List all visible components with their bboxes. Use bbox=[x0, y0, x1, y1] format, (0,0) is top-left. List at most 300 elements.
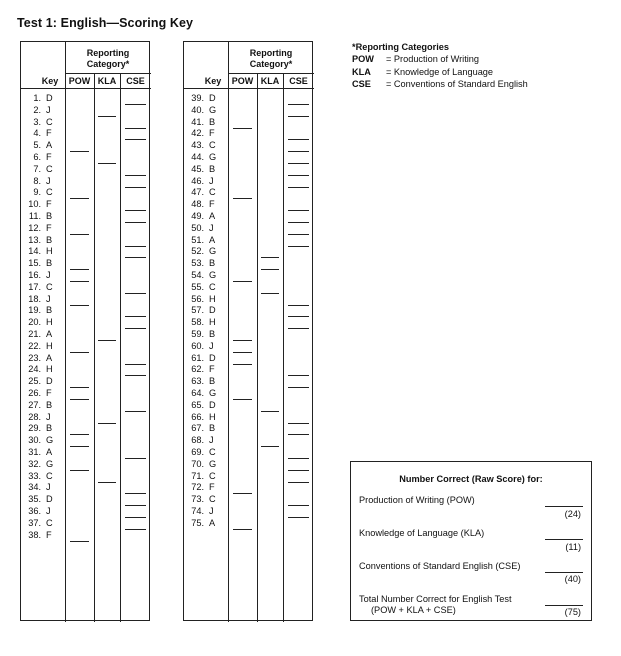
answer-blank-kla[interactable] bbox=[98, 329, 116, 341]
question-number: 57. bbox=[191, 305, 204, 316]
answer-row bbox=[184, 282, 314, 294]
answer-row bbox=[21, 530, 151, 542]
answer-blank-cse[interactable] bbox=[288, 128, 309, 140]
question-number: 17. bbox=[28, 281, 41, 292]
answer-blank-cse[interactable] bbox=[288, 423, 309, 435]
question-number: 63. bbox=[191, 376, 204, 387]
answer-row bbox=[184, 223, 314, 235]
answer-blank-cse[interactable] bbox=[288, 223, 309, 235]
answer-key: J bbox=[46, 482, 51, 493]
answer-blank-cse[interactable] bbox=[288, 471, 309, 483]
answer-key: J bbox=[209, 506, 214, 516]
answer-row bbox=[21, 270, 151, 282]
answer-row bbox=[184, 471, 314, 483]
answer-blank-cse[interactable] bbox=[288, 164, 309, 176]
answer-key: C bbox=[46, 116, 53, 127]
answer-key: B bbox=[209, 423, 216, 434]
question-number: 51. bbox=[191, 234, 204, 245]
answer-blank-cse[interactable] bbox=[288, 447, 309, 459]
answer-row bbox=[21, 128, 151, 140]
answer-row bbox=[184, 423, 314, 435]
answer-row bbox=[184, 140, 314, 152]
answer-blank-cse[interactable] bbox=[125, 305, 146, 317]
answer-blank-pow[interactable] bbox=[233, 117, 252, 129]
answer-key: D bbox=[46, 494, 53, 505]
answer-row bbox=[184, 176, 314, 188]
category-label: Category* bbox=[249, 59, 293, 69]
raw-score-box bbox=[350, 461, 592, 621]
answer-blank-pow[interactable] bbox=[70, 459, 89, 471]
answer-key: D bbox=[209, 93, 216, 103]
score-blank-cse[interactable] bbox=[545, 558, 583, 573]
question-number: 1. bbox=[33, 93, 41, 103]
reporting-label: Reporting bbox=[86, 48, 130, 58]
answer-key: F bbox=[209, 364, 215, 375]
answer-key: B bbox=[46, 234, 53, 245]
question-number: 66. bbox=[191, 411, 204, 422]
answer-key: H bbox=[209, 411, 216, 422]
question-number: 31. bbox=[28, 447, 41, 457]
answer-blank-pow[interactable] bbox=[233, 482, 252, 494]
answer-blank-pow[interactable] bbox=[233, 353, 252, 365]
answer-blank-pow[interactable] bbox=[70, 294, 89, 306]
answer-key: J bbox=[46, 175, 51, 186]
answer-row bbox=[21, 223, 151, 235]
question-number: 25. bbox=[28, 376, 41, 387]
answer-row bbox=[21, 294, 151, 306]
answer-key: F bbox=[46, 199, 52, 210]
question-number: 35. bbox=[28, 494, 41, 505]
answer-blank-cse[interactable] bbox=[125, 400, 146, 412]
score-label-pow: Production of Writing (POW) bbox=[359, 495, 475, 505]
question-number: 62. bbox=[191, 364, 204, 375]
answer-blank-pow[interactable] bbox=[70, 258, 89, 270]
answer-blank-cse[interactable] bbox=[288, 459, 309, 471]
answer-blank-cse[interactable] bbox=[288, 199, 309, 211]
answer-row bbox=[184, 105, 314, 117]
answer-key: F bbox=[209, 482, 215, 493]
answer-blank-pow[interactable] bbox=[70, 388, 89, 400]
answer-key: C bbox=[209, 187, 216, 198]
answer-key: F bbox=[46, 152, 52, 162]
reporting-category-header bbox=[65, 48, 151, 70]
answer-blank-cse[interactable] bbox=[125, 93, 146, 105]
answer-blank-cse[interactable] bbox=[125, 353, 146, 365]
score-blank-total[interactable] bbox=[545, 591, 583, 606]
answer-blank-cse[interactable] bbox=[125, 164, 146, 176]
answer-row bbox=[21, 93, 151, 105]
question-number: 7. bbox=[33, 163, 41, 174]
pow-column-header: POW bbox=[68, 76, 91, 86]
score-total-cse: (40) bbox=[564, 574, 581, 584]
answer-key: C bbox=[209, 281, 216, 292]
answer-row bbox=[21, 423, 151, 435]
score-blank-kla[interactable] bbox=[545, 525, 583, 540]
pow-column-header: POW bbox=[231, 76, 254, 86]
answer-blank-cse[interactable] bbox=[125, 364, 146, 376]
answer-row bbox=[184, 199, 314, 211]
answer-key-table-2 bbox=[183, 41, 313, 621]
answer-blank-kla[interactable] bbox=[261, 400, 279, 412]
answer-blank-cse[interactable] bbox=[125, 494, 146, 506]
question-number: 39. bbox=[191, 93, 204, 103]
answer-row bbox=[21, 258, 151, 270]
answer-key: G bbox=[209, 104, 217, 115]
answer-row bbox=[184, 329, 314, 341]
answer-key: F bbox=[209, 128, 215, 139]
kla-column-header: KLA bbox=[260, 76, 280, 86]
question-number: 56. bbox=[191, 293, 204, 304]
answer-row bbox=[184, 518, 314, 530]
score-label-total-formula: (POW + KLA + CSE) bbox=[371, 605, 456, 615]
answer-blank-kla[interactable] bbox=[261, 282, 279, 294]
cse-column-header: CSE bbox=[126, 76, 145, 86]
answer-key: H bbox=[46, 340, 53, 351]
answer-key: B bbox=[46, 399, 53, 410]
question-number: 68. bbox=[191, 435, 204, 446]
answer-row bbox=[21, 353, 151, 365]
answer-key: H bbox=[46, 246, 53, 257]
question-number: 19. bbox=[28, 305, 41, 316]
answer-row bbox=[184, 305, 314, 317]
answer-key: C bbox=[46, 187, 53, 198]
answer-key: H bbox=[46, 317, 53, 328]
answer-blank-cse[interactable] bbox=[288, 364, 309, 376]
answer-blank-pow[interactable] bbox=[70, 223, 89, 235]
answer-key: D bbox=[209, 352, 216, 363]
answer-row bbox=[184, 353, 314, 365]
answer-row bbox=[21, 400, 151, 412]
answer-key: B bbox=[209, 376, 216, 387]
answer-row bbox=[184, 187, 314, 199]
answer-blank-cse[interactable] bbox=[288, 412, 309, 424]
answer-row bbox=[184, 376, 314, 388]
answer-row bbox=[21, 211, 151, 223]
question-number: 72. bbox=[191, 482, 204, 493]
answer-key: F bbox=[46, 128, 52, 139]
question-number: 20. bbox=[28, 317, 41, 328]
question-number: 46. bbox=[191, 175, 204, 186]
answer-blank-cse[interactable] bbox=[288, 176, 309, 188]
answer-key: B bbox=[209, 329, 216, 339]
answer-key: B bbox=[209, 258, 216, 269]
answer-row bbox=[21, 376, 151, 388]
answer-blank-pow[interactable] bbox=[70, 435, 89, 447]
question-number: 14. bbox=[28, 246, 41, 257]
answer-row bbox=[21, 471, 151, 483]
answer-key: A bbox=[209, 234, 216, 245]
answer-blank-kla[interactable] bbox=[261, 435, 279, 447]
answer-blank-pow[interactable] bbox=[70, 140, 89, 152]
question-number: 70. bbox=[191, 458, 204, 469]
answer-key: J bbox=[209, 435, 214, 446]
answer-row bbox=[184, 152, 314, 164]
answer-key: G bbox=[209, 270, 217, 280]
answer-key: A bbox=[209, 517, 216, 528]
answer-blank-cse[interactable] bbox=[125, 199, 146, 211]
answer-key: D bbox=[46, 93, 53, 103]
legend-title: *Reporting Categories bbox=[352, 42, 449, 52]
answer-blank-cse[interactable] bbox=[288, 105, 309, 117]
answer-key: A bbox=[209, 211, 216, 221]
answer-key: G bbox=[46, 435, 54, 446]
category-label: Category* bbox=[86, 59, 130, 69]
answer-row bbox=[21, 305, 151, 317]
answer-key: A bbox=[46, 329, 53, 339]
question-number: 61. bbox=[191, 352, 204, 363]
question-number: 60. bbox=[191, 340, 204, 351]
answer-blank-pow[interactable] bbox=[70, 187, 89, 199]
answer-row bbox=[21, 140, 151, 152]
question-number: 38. bbox=[28, 529, 41, 540]
answer-row bbox=[184, 447, 314, 459]
question-number: 21. bbox=[28, 329, 41, 339]
question-number: 47. bbox=[191, 187, 204, 198]
answer-key: A bbox=[46, 140, 53, 151]
answer-blank-cse[interactable] bbox=[125, 447, 146, 459]
answer-blank-cse[interactable] bbox=[125, 317, 146, 329]
answer-row bbox=[184, 435, 314, 447]
answer-row bbox=[184, 459, 314, 471]
answer-key: C bbox=[209, 494, 216, 505]
answer-row bbox=[184, 482, 314, 494]
answer-blank-cse[interactable] bbox=[125, 128, 146, 140]
answer-blank-cse[interactable] bbox=[288, 317, 309, 329]
question-number: 75. bbox=[191, 517, 204, 528]
answer-blank-cse[interactable] bbox=[288, 93, 309, 105]
answer-row bbox=[21, 176, 151, 188]
answer-key: C bbox=[46, 470, 53, 481]
answer-blank-cse[interactable] bbox=[125, 235, 146, 247]
question-number: 18. bbox=[28, 293, 41, 304]
reporting-categories-legend bbox=[352, 41, 528, 91]
answer-row bbox=[21, 341, 151, 353]
question-number: 41. bbox=[191, 116, 204, 127]
answer-key: G bbox=[209, 458, 217, 469]
answer-key: D bbox=[209, 399, 216, 410]
question-number: 73. bbox=[191, 494, 204, 505]
answer-key: J bbox=[46, 506, 51, 516]
answer-key: A bbox=[46, 352, 53, 363]
question-number: 54. bbox=[191, 270, 204, 280]
score-total-pow: (24) bbox=[564, 509, 581, 519]
answer-blank-kla[interactable] bbox=[98, 152, 116, 164]
question-number: 44. bbox=[191, 152, 204, 162]
question-number: 34. bbox=[28, 482, 41, 493]
answer-blank-pow[interactable] bbox=[70, 341, 89, 353]
question-number: 43. bbox=[191, 140, 204, 151]
question-number: 65. bbox=[191, 399, 204, 410]
answer-blank-cse[interactable] bbox=[125, 176, 146, 188]
question-number: 50. bbox=[191, 222, 204, 233]
answer-blank-kla[interactable] bbox=[261, 258, 279, 270]
answer-row bbox=[184, 294, 314, 306]
question-number: 48. bbox=[191, 199, 204, 210]
score-label-total: Total Number Correct for English Test bbox=[359, 594, 512, 604]
question-number: 71. bbox=[191, 470, 204, 481]
answer-key: J bbox=[46, 411, 51, 422]
answer-row bbox=[21, 388, 151, 400]
answer-key: C bbox=[209, 447, 216, 457]
answer-row bbox=[21, 199, 151, 211]
answer-row bbox=[21, 412, 151, 424]
answer-row bbox=[21, 494, 151, 506]
answer-blank-kla[interactable] bbox=[98, 412, 116, 424]
answer-row bbox=[21, 117, 151, 129]
answer-blank-kla[interactable] bbox=[98, 105, 116, 117]
question-number: 2. bbox=[33, 104, 41, 115]
answer-key: D bbox=[46, 376, 53, 387]
answer-blank-pow[interactable] bbox=[70, 376, 89, 388]
answer-key: J bbox=[46, 293, 51, 304]
answer-blank-cse[interactable] bbox=[288, 152, 309, 164]
question-number: 16. bbox=[28, 270, 41, 280]
question-number: 67. bbox=[191, 423, 204, 434]
answer-row bbox=[184, 258, 314, 270]
answer-key: C bbox=[209, 140, 216, 151]
question-number: 15. bbox=[28, 258, 41, 269]
answer-key: G bbox=[209, 152, 217, 162]
answer-row bbox=[21, 282, 151, 294]
answer-key: H bbox=[209, 317, 216, 328]
answer-row bbox=[21, 164, 151, 176]
answer-blank-cse[interactable] bbox=[125, 482, 146, 494]
answer-key: J bbox=[46, 104, 51, 115]
answer-row bbox=[184, 400, 314, 412]
answer-blank-pow[interactable] bbox=[70, 270, 89, 282]
answer-blank-pow[interactable] bbox=[233, 270, 252, 282]
score-blank-pow[interactable] bbox=[545, 492, 583, 507]
answer-blank-cse[interactable] bbox=[125, 506, 146, 518]
answer-blank-pow[interactable] bbox=[233, 341, 252, 353]
question-number: 45. bbox=[191, 163, 204, 174]
question-number: 64. bbox=[191, 388, 204, 398]
key-column-header: Key bbox=[204, 76, 222, 86]
score-label-kla: Knowledge of Language (KLA) bbox=[359, 528, 485, 538]
question-number: 5. bbox=[33, 140, 41, 151]
answer-key: J bbox=[209, 175, 214, 186]
question-number: 58. bbox=[191, 317, 204, 328]
question-number: 53. bbox=[191, 258, 204, 269]
answer-key: F bbox=[46, 388, 52, 398]
answer-key: G bbox=[46, 458, 54, 469]
answer-blank-cse[interactable] bbox=[288, 506, 309, 518]
question-number: 32. bbox=[28, 458, 41, 469]
answer-blank-cse[interactable] bbox=[288, 294, 309, 306]
header-bottom-rule bbox=[21, 88, 151, 89]
answer-blank-cse[interactable] bbox=[288, 376, 309, 388]
answer-blank-cse[interactable] bbox=[125, 246, 146, 258]
answer-blank-cse[interactable] bbox=[125, 117, 146, 129]
question-number: 52. bbox=[191, 246, 204, 257]
answer-blank-pow[interactable] bbox=[233, 388, 252, 400]
answer-blank-pow[interactable] bbox=[233, 518, 252, 530]
score-total-kla: (11) bbox=[565, 542, 581, 552]
answer-key: C bbox=[46, 281, 53, 292]
answer-blank-kla[interactable] bbox=[98, 471, 116, 483]
answer-key-table-1 bbox=[20, 41, 150, 621]
question-number: 24. bbox=[28, 364, 41, 375]
answer-key: B bbox=[46, 423, 53, 434]
answer-blank-cse[interactable] bbox=[125, 211, 146, 223]
question-number: 6. bbox=[33, 152, 41, 162]
answer-key: H bbox=[209, 293, 216, 304]
answer-row bbox=[184, 412, 314, 424]
answer-key: F bbox=[209, 199, 215, 210]
answer-row bbox=[21, 447, 151, 459]
answer-row bbox=[21, 482, 151, 494]
answer-row bbox=[21, 187, 151, 199]
question-number: 28. bbox=[28, 411, 41, 422]
answer-blank-cse[interactable] bbox=[288, 305, 309, 317]
answer-key: A bbox=[46, 447, 53, 457]
answer-key: H bbox=[46, 364, 53, 375]
answer-row bbox=[21, 518, 151, 530]
question-number: 3. bbox=[33, 116, 41, 127]
question-number: 4. bbox=[33, 128, 41, 139]
answer-blank-pow[interactable] bbox=[233, 329, 252, 341]
answer-row bbox=[184, 388, 314, 400]
answer-row bbox=[21, 235, 151, 247]
answer-row bbox=[21, 317, 151, 329]
answer-row bbox=[21, 364, 151, 376]
score-box-title: Number Correct (Raw Score) for: bbox=[399, 474, 543, 484]
question-number: 9. bbox=[33, 187, 41, 198]
question-number: 59. bbox=[191, 329, 204, 339]
legend-item-pow: POW = Production of Writing bbox=[352, 54, 480, 65]
answer-row bbox=[184, 270, 314, 282]
answer-row bbox=[184, 211, 314, 223]
answer-key: J bbox=[209, 340, 214, 351]
answer-blank-kla[interactable] bbox=[261, 246, 279, 258]
answer-row bbox=[184, 235, 314, 247]
answer-blank-cse[interactable] bbox=[125, 518, 146, 530]
answer-row bbox=[184, 246, 314, 258]
question-number: 36. bbox=[28, 506, 41, 516]
answer-key: F bbox=[46, 222, 52, 233]
answer-key: B bbox=[209, 163, 216, 174]
question-number: 69. bbox=[191, 447, 204, 457]
answer-blank-pow[interactable] bbox=[70, 530, 89, 542]
question-number: 26. bbox=[28, 388, 41, 398]
answer-blank-cse[interactable] bbox=[288, 140, 309, 152]
answer-blank-cse[interactable] bbox=[288, 211, 309, 223]
score-label-cse: Conventions of Standard English (CSE) bbox=[359, 561, 521, 571]
answer-row bbox=[184, 117, 314, 129]
kla-column-header: KLA bbox=[97, 76, 117, 86]
answer-blank-cse[interactable] bbox=[125, 282, 146, 294]
question-number: 8. bbox=[33, 175, 41, 186]
question-number: 49. bbox=[191, 211, 204, 221]
cse-column-header: CSE bbox=[289, 76, 308, 86]
answer-blank-cse[interactable] bbox=[288, 494, 309, 506]
answer-row bbox=[21, 459, 151, 471]
answer-blank-pow[interactable] bbox=[70, 423, 89, 435]
answer-row bbox=[184, 164, 314, 176]
answer-key: F bbox=[46, 529, 52, 540]
answer-key: C bbox=[46, 163, 53, 174]
answer-row bbox=[184, 128, 314, 140]
answer-blank-pow[interactable] bbox=[233, 187, 252, 199]
answer-key: B bbox=[46, 258, 53, 269]
answer-blank-cse[interactable] bbox=[288, 235, 309, 247]
answer-row bbox=[21, 246, 151, 258]
header-bottom-rule bbox=[184, 88, 314, 89]
question-number: 23. bbox=[28, 352, 41, 363]
question-number: 12. bbox=[28, 222, 41, 233]
legend-item-cse: CSE = Conventions of Standard English bbox=[352, 79, 528, 90]
answer-key: C bbox=[46, 517, 53, 528]
